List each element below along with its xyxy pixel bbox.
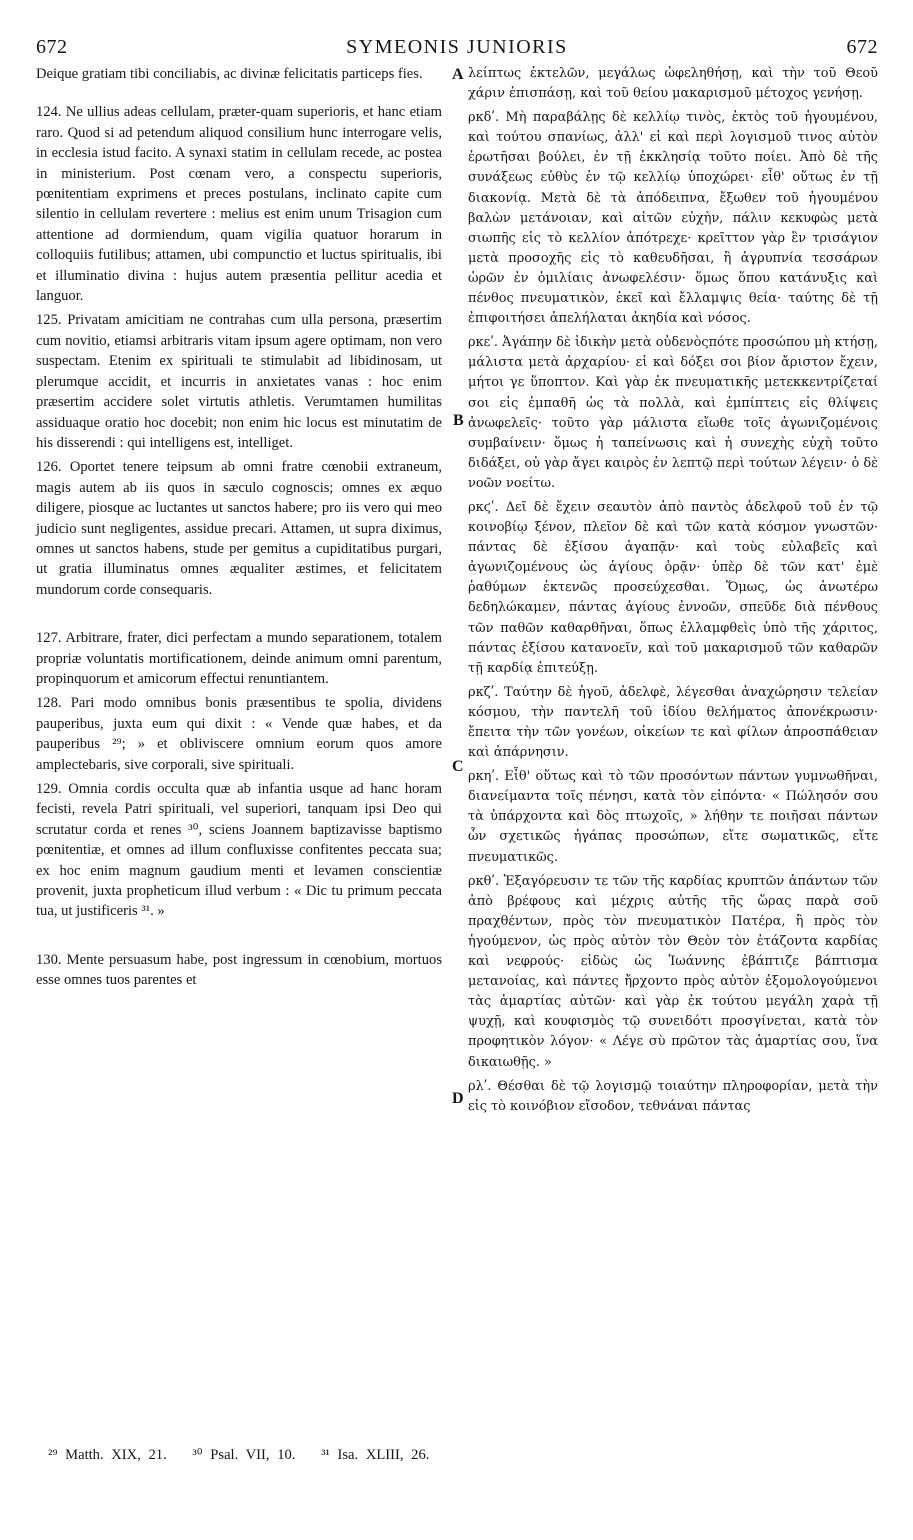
page-number-left: 672 [36, 36, 68, 58]
greek-paragraph-129: ρκθʹ. Ἐξαγόρευσιν τε τῶν τῆς καρδίας κρυπτῶν ἁπάντων τῶν ἀπὸ βρέφους καὶ μέχρις αὐτῆς τῆς ὥρας παρὰ σοῦ πραχθέντων, πρὸς τὸν πνευματικὸν Πατέρα, ἢ πρὸς τὸν ἡγούμενον, ὡς πρὸς αὐτὸν τὸν Θεὸν τὸν ἐτάζοντα καρδίας καὶ νεφρούς· εἰδὼς ὡς Ἰωάννης ἐβάπτιζε βάπτισμα μετανοίας, καὶ πάντες ἤρχοντο πρὸς αὐτὸν ἐξομολογούμενοι τὰς ἁμαρτίας αὐτῶν· καὶ γὰρ ἐκ τούτου μεγάλη χαρὰ τῇ ψυχῇ, καὶ κουφισμὸς τῷ συνειδότι προσγίνεται, κατὰ τὸν προφητικὸν λόγον· « Λέγε σὺ πρῶτον τὰς ἁμαρτίας σου, ἵνα δικαιωθῇς. » [468, 873, 878, 1070]
greek-paragraph-125: ρκεʹ. Ἀγάπην δὲ ἰδικὴν μετὰ οὐδενὸςπότε προσώπου μὴ κτήσῃ, μάλιστα μετὰ ἀρχαρίου· εἰ καὶ δόξει σοι βίον ἄριστον ἔχειν, μήτοι γε ὕποπτον. Καὶ γὰρ ἐκ πνευματικῆς μετεκκεντρίζεταί σοι εἰς ἐμπαθῆ ὡς τὰ πολλὰ, καὶ ἐμπίπτεις εἰς θλίψεις ἀνωφελεῖς· τοῦτο γὰρ μάλιστα εἴωθε τοῖς ἀγωνιζομένοις συμβαίνειν· ὅμως ἡ ταπείνωσις καὶ ἡ συνεχὴς εὐχὴ τοῦτο διδάξει, οὐ γὰρ ἄγει καιρὸς ἐν λεπτῷ περὶ τούτων λέγειν· ὁ δὲ νοῶν νοείτω. [468, 335, 878, 491]
margin-letter-a: A [452, 66, 464, 83]
footnote-29: ²⁹ Matth. XIX, 21. [48, 1447, 167, 1463]
greek-paragraph-continued: λείπτως ἐκτελῶν, μεγάλως ὠφεληθήσῃ, καὶ τὴν τοῦ Θεοῦ χάριν ἐπισπάσῃ, καὶ τοῦ θείου μακαρισμοῦ μέτοχος γενήσῃ. [468, 66, 878, 102]
footnote-30: ³⁰ Psal. VII, 10. [192, 1447, 296, 1463]
margin-letter-d: D [452, 1090, 464, 1107]
greek-paragraph-128: ρκηʹ. Εἶθ' οὕτως καὶ τὸ τῶν προσόντων πάντων γυμνωθῆναι, διανείμαντα τοῖς πένησι, κατὰ τὸν εἰπόντα· « Πώλησόν σου τὰ ὑπάρχοντα καὶ δὸς πτωχοῖς, » λήθην τε ποιῆσαι πάντων ὧν σχετικῶς ἠγάπας προσώπων, εἴτε σωματικῶς, εἴτε πνευματικῶς. [468, 769, 878, 865]
greek-paragraph-124: ρκδʹ. Μὴ παραβάλῃς δὲ κελλίῳ τινὸς, ἐκτὸς τοῦ ἡγουμένου, καὶ τούτου σπανίως, ἀλλ' εἰ καὶ περὶ λογισμοῦ τινος αὐτὸν ἐρωτῆσαι βούλει, ἐν τῇ ἐκκλησίᾳ τοῦτο ποίει. Ἀπὸ δὲ τῆς συνάξεως εὐθὺς ἐν τῷ κελλίῳ ὑποχώρει· εἶθ' οὕτως ἐν τῇ διακονίᾳ. Μετὰ δὲ τὰ ἀπόδειπνα, ἔξωθεν τοῦ ἡγουμένου βαλὼν μετάνοιαν, καὶ αἰτῶν εὐχὴν, πάλιν κεκυφὼς μετὰ σιωπῆς εἰς τὸ κελλίον ἀπότρεχε· κρεῖττον γὰρ ἓν τρισάγιον μετὰ προσοχῆς εἰς τὸ καθευδῆσαι, ἢ ἀγρυπνία τεσσάρων ὡρῶν ἐν ὁμιλίαις ἀνωφελέσιν· ὅμως ὅπου κατάνυξις καὶ πένθος πνευματικὸν, ἐκεῖ καὶ ἔλλαμψις θεία· ταύτης δὲ τῇ ἐπιφοιτήσει ἀπελήλαται ἀκηδία καὶ νόσος. [468, 110, 878, 327]
greek-column [468, 64, 878, 1121]
latin-paragraph-126: 126. Oportet tenere teipsum ab omni fratre cœnobii extraneum, magis autem ab iis quos in sæculo cognoscis; omnes ex æquo diligere, piosque ac luctantes ut sanctos habere; pro iis vero qui meo judicio sunt negligentes, assidue precari. Attamen, ut supra diximus, omnes ut sanctos habens, stude per gemitus a cupiditatibus purgari, ut gratia illuminatus omnes æqualiter æstimes, et felicitatem mundorum corde consequaris. [36, 459, 442, 598]
latin-paragraph-125: 125. Privatam amicitiam ne contrahas cum ulla persona, præsertim cum novitio, etiamsi arbitraris vitam ipsum agere optimam, non vero suspectam. Etenim ex spirituali te stimulabit ad libidinosam, ut plerumque accidit, et incurris in anxietates vanas : hoc enim præsertim accidere solet virtutis athletis. Verumtamen humilitas assiduaque oratio hoc docebit; non enim hic locus est minutatim de his disserendi : qui intelligens est, intelliget. [36, 312, 442, 451]
latin-paragraph-124: 124. Ne ullius adeas cellulam, præter-quam superioris, et hanc etiam raro. Quod si ad petendum aliquod consilium hunc interrogare velis, in ecclesia istud facito. A synaxi statim in cellulam recede, ac postea in ministerium. Post cœnam vero, a conspectu superioris, pœnitentiam exprimens et preces postulans, inclinato capite cum silentio in cellulam revertere : melius est enim unum Trisagion cum attentione ad dormiendum, quam vigilia quatuor horarum in colloquiis futilibus; attamen, ubi compunctio et luctus spiritualis, ibi et illuminatio divina : hujus autem præsentia pellitur acedia et languor. [36, 104, 442, 305]
latin-paragraph-continued: Deique gratiam tibi conciliabis, ac divinæ felicitatis particeps fies. [36, 66, 423, 82]
greek-paragraph-127: ρκζʹ. Ταύτην δὲ ἡγοῦ, ἀδελφὲ, λέγεσθαι ἀναχώρησιν τελείαν κόσμου, τὴν παντελῆ τοῦ ἰδίου θελήματος ἀπονέκρωσιν· ἔπειτα τὴν τῶν γονέων, οἰκείων τε καὶ φίλων ἀπροσπάθειαν καὶ ἀπάρνησιν. [468, 684, 878, 761]
latin-column [36, 64, 442, 995]
margin-letter-c: C [452, 758, 464, 775]
latin-paragraph-127: 127. Arbitrare, frater, dici perfectam a mundo separationem, totalem propriæ voluntatis mortificationem, deinde animum omni parentum, propinquorum et amicorum effectui renuntiantem. [36, 630, 442, 687]
greek-paragraph-130: ρλʹ. Θέσθαι δὲ τῷ λογισμῷ τοιαύτην πληροφορίαν, μετὰ τὴν εἰς τὸ κοινόβιον εἴσοδον, τεθνάναι πάντας [468, 1078, 878, 1114]
footnote-31: ³¹ Isa. XLIII, 26. [321, 1447, 430, 1463]
running-title: SYMEONIS JUNIORIS [346, 36, 568, 58]
margin-letter-b: B [453, 412, 464, 429]
footnotes [48, 1446, 868, 1464]
running-head [36, 36, 878, 62]
latin-paragraph-129: 129. Omnia cordis occulta quæ ab infantia usque ad hanc horam fecisti, revela Patri spirituali, vel superiori, tanquam ipsi Deo qui scrutatur corda et renes ³⁰, sciens Joannem baptizavisse baptismo pœnitentiæ, et omnes ad illum confluxisse confitentes peccata sua; ex hoc enim magnum gaudium menti et levamen conscientiæ provenit, juxta propheticum illud verbum : « Dic tu primum peccata tua, ut justificeris ³¹. » [36, 781, 442, 920]
greek-paragraph-126: ρκϛʹ. Δεῖ δὲ ἔχειν σεαυτὸν ἀπὸ παντὸς ἀδελφοῦ τοῦ ἐν τῷ κοινοβίῳ ξένον, πλεῖον δὲ καὶ τῶν κατὰ κόσμον γνωστῶν· πάντας δὲ ἐξίσου ἀγαπᾷν· καὶ τοὺς εὐλαβεῖς καὶ ἀγωνιζομένους ὡς ἁγίους ὁρᾷν· ὑπὲρ δὲ τῶν κατ' ἐμὲ ῥαθύμων ἐκτενῶς προσεύχεσθαι. Ὅμως, ὡς ἀνωτέρω δεδηλώκαμεν, πάντας ἁγίους ἐννοῶν, σπεῦδε διὰ πένθους τῶν παθῶν καθαρθῆναι, ὅπως ἐλλαμφθεὶς ὑπὸ τῆς χάριτος, πάντας ἐξίσου κατανοεῖν, καὶ τοῦ μακαρισμοῦ τῶν καθαρῶν τῇ καρδίᾳ ἐπιτεύξῃ. [468, 499, 878, 676]
page-number-right: 672 [846, 36, 878, 58]
latin-paragraph-128: 128. Pari modo omnibus bonis præsentibus te spolia, dividens pauperibus, juxta eum qui dixit : « Vende quæ habes, et da pauperibus ²⁹; » et obliviscere omnium eorum quos amore amplectebaris, sive corporali, sive spirituali. [36, 695, 442, 773]
latin-paragraph-130: 130. Mente persuasum habe, post ingressum in cœnobium, mortuos esse omnes tuos parentes et [36, 951, 442, 989]
